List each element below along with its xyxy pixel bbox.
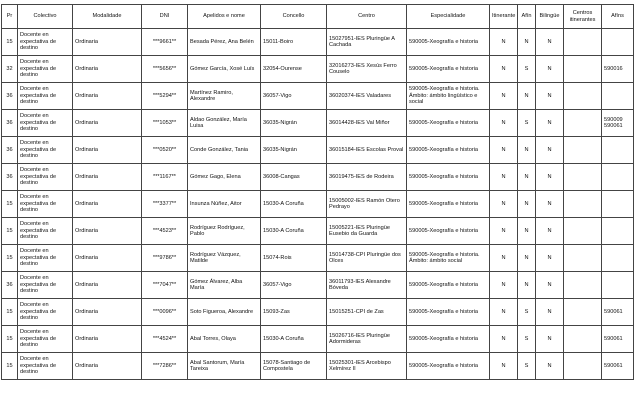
cell-afins <box>602 164 634 191</box>
cell-afins <box>602 218 634 245</box>
table-row <box>2 191 634 218</box>
cell-afin: S <box>518 299 536 326</box>
cell-concello: 36057-Vigo <box>261 83 327 110</box>
cell-itinerante: N <box>490 299 518 326</box>
cell-centros-itinerantes <box>564 218 602 245</box>
cell-centros-itinerantes <box>564 272 602 299</box>
cell-concello: 15030-A Coruña <box>261 191 327 218</box>
column-header: Apelidos e nome <box>188 5 261 29</box>
cell-pr: 32 <box>2 56 18 83</box>
cell-nome: Abal Santorum, María Tareixa <box>188 353 261 380</box>
cell-itinerante: N <box>490 272 518 299</box>
cell-afins: 590061 <box>602 353 634 380</box>
cell-bilingue: N <box>536 29 564 56</box>
cell-nome: Gómez Álvarez, Alba María <box>188 272 261 299</box>
cell-itinerante: N <box>490 245 518 272</box>
cell-especialidade: 590005-Xeografía e historia <box>407 353 490 380</box>
table-row <box>2 110 634 137</box>
cell-centro: 15005002-IES Ramón Otero Pedrayo <box>327 191 407 218</box>
cell-afin: N <box>518 245 536 272</box>
table-row <box>2 353 634 380</box>
cell-colectivo: Docente en expectativa de destino <box>18 29 73 56</box>
cell-afins <box>602 137 634 164</box>
cell-pr: 15 <box>2 245 18 272</box>
cell-pr: 15 <box>2 299 18 326</box>
cell-especialidade: 590005-Xeografía e historia <box>407 299 490 326</box>
table-row <box>2 245 634 272</box>
cell-concello: 15078-Santiago de Compostela <box>261 353 327 380</box>
cell-modalidade: Ordinaria <box>73 326 142 353</box>
table-row <box>2 272 634 299</box>
cell-centro: 15014738-CPI Pluringüe dos Olces <box>327 245 407 272</box>
cell-concello: 15011-Boiro <box>261 29 327 56</box>
cell-concello: 15093-Zas <box>261 299 327 326</box>
cell-nome: Besada Pérez, Ana Belén <box>188 29 261 56</box>
cell-modalidade: Ordinaria <box>73 56 142 83</box>
cell-modalidade: Ordinaria <box>73 83 142 110</box>
cell-colectivo: Docente en expectativa de destino <box>18 299 73 326</box>
cell-nome: Insunza Núñez, Aitor <box>188 191 261 218</box>
cell-nome: Gómez García, Xosé Luís <box>188 56 261 83</box>
cell-bilingue: N <box>536 353 564 380</box>
cell-itinerante: N <box>490 218 518 245</box>
cell-dni: ***7286** <box>142 353 188 380</box>
assignments-table <box>1 4 634 380</box>
cell-modalidade: Ordinaria <box>73 29 142 56</box>
cell-concello: 32054-Ourense <box>261 56 327 83</box>
cell-centro: 15027951-IES Pluringüe A Cachada <box>327 29 407 56</box>
cell-nome: Martínez Ramiro, Alexandre <box>188 83 261 110</box>
column-header: Bilingüe <box>536 5 564 29</box>
cell-pr: 15 <box>2 29 18 56</box>
cell-dni: ***4524** <box>142 326 188 353</box>
cell-centro: 15015251-CPI de Zas <box>327 299 407 326</box>
cell-especialidade: 590005-Xeografía e historia <box>407 137 490 164</box>
cell-concello: 36057-Vigo <box>261 272 327 299</box>
cell-concello: 36035-Nigrán <box>261 137 327 164</box>
table-row <box>2 56 634 83</box>
cell-colectivo: Docente en expectativa de destino <box>18 83 73 110</box>
cell-concello: 36035-Nigrán <box>261 110 327 137</box>
cell-centro: 36014428-IES Val Miñor <box>327 110 407 137</box>
cell-centros-itinerantes <box>564 110 602 137</box>
cell-itinerante: N <box>490 191 518 218</box>
column-header: Afín <box>518 5 536 29</box>
column-header: Centros itinerantes <box>564 5 602 29</box>
cell-afin: N <box>518 191 536 218</box>
cell-colectivo: Docente en expectativa de destino <box>18 137 73 164</box>
cell-centros-itinerantes <box>564 245 602 272</box>
cell-afins <box>602 191 634 218</box>
cell-dni: ***5294** <box>142 83 188 110</box>
cell-especialidade: 590005-Xeografía e historia. Ámbito: ámbito social <box>407 245 490 272</box>
column-header: Centro <box>327 5 407 29</box>
cell-afin: S <box>518 110 536 137</box>
cell-concello: 15074-Rois <box>261 245 327 272</box>
cell-bilingue: N <box>536 272 564 299</box>
cell-bilingue: N <box>536 56 564 83</box>
cell-especialidade: 590005-Xeografía e historia <box>407 191 490 218</box>
cell-bilingue: N <box>536 245 564 272</box>
cell-concello: 15030-A Coruña <box>261 218 327 245</box>
cell-bilingue: N <box>536 218 564 245</box>
cell-afins: 590061 <box>602 299 634 326</box>
cell-afin: N <box>518 29 536 56</box>
cell-pr: 15 <box>2 353 18 380</box>
cell-nome: Rodríguez Vázquez, Matilde <box>188 245 261 272</box>
document-page <box>1 4 634 380</box>
cell-centro: 36019475-IES de Rodeira <box>327 164 407 191</box>
cell-centros-itinerantes <box>564 137 602 164</box>
cell-especialidade: 590005-Xeografía e historia. Ámbito: ámbito lingüístico e social <box>407 83 490 110</box>
table-header-row <box>2 5 634 29</box>
cell-pr: 36 <box>2 110 18 137</box>
cell-especialidade: 590005-Xeografía e historia <box>407 56 490 83</box>
cell-especialidade: 590005-Xeografía e historia <box>407 29 490 56</box>
cell-dni: ***0520** <box>142 137 188 164</box>
cell-colectivo: Docente en expectativa de destino <box>18 191 73 218</box>
column-header: Pr <box>2 5 18 29</box>
cell-centros-itinerantes <box>564 326 602 353</box>
cell-pr: 36 <box>2 272 18 299</box>
cell-bilingue: N <box>536 191 564 218</box>
cell-afins: 590009 590061 <box>602 110 634 137</box>
table-row <box>2 83 634 110</box>
cell-pr: 15 <box>2 218 18 245</box>
column-header: DNI <box>142 5 188 29</box>
cell-afins <box>602 272 634 299</box>
cell-afins: 590061 <box>602 326 634 353</box>
cell-concello: 36008-Cangas <box>261 164 327 191</box>
cell-dni: ***3377** <box>142 191 188 218</box>
cell-colectivo: Docente en expectativa de destino <box>18 164 73 191</box>
cell-modalidade: Ordinaria <box>73 353 142 380</box>
cell-dni: ***0096** <box>142 299 188 326</box>
cell-colectivo: Docente en expectativa de destino <box>18 218 73 245</box>
cell-afins <box>602 245 634 272</box>
column-header: Especialidade <box>407 5 490 29</box>
cell-bilingue: N <box>536 137 564 164</box>
cell-afin: S <box>518 353 536 380</box>
cell-dni: ***4523** <box>142 218 188 245</box>
cell-pr: 15 <box>2 191 18 218</box>
cell-centro: 15026716-IES Pluringüe Adormideras <box>327 326 407 353</box>
cell-nome: Abal Torres, Olaya <box>188 326 261 353</box>
cell-afin: N <box>518 218 536 245</box>
cell-modalidade: Ordinaria <box>73 299 142 326</box>
column-header: Modalidade <box>73 5 142 29</box>
cell-colectivo: Docente en expectativa de destino <box>18 272 73 299</box>
cell-itinerante: N <box>490 56 518 83</box>
cell-centros-itinerantes <box>564 56 602 83</box>
cell-bilingue: N <box>536 299 564 326</box>
cell-colectivo: Docente en expectativa de destino <box>18 110 73 137</box>
cell-colectivo: Docente en expectativa de destino <box>18 56 73 83</box>
cell-colectivo: Docente en expectativa de destino <box>18 245 73 272</box>
cell-afin: N <box>518 137 536 164</box>
cell-nome: Gómez Gago, Elena <box>188 164 261 191</box>
cell-modalidade: Ordinaria <box>73 272 142 299</box>
cell-afin: S <box>518 56 536 83</box>
cell-modalidade: Ordinaria <box>73 191 142 218</box>
cell-dni: ***1167** <box>142 164 188 191</box>
cell-itinerante: N <box>490 110 518 137</box>
table-row <box>2 164 634 191</box>
cell-pr: 36 <box>2 137 18 164</box>
cell-dni: ***9661** <box>142 29 188 56</box>
cell-bilingue: N <box>536 110 564 137</box>
cell-centro: 36020374-IES Valadares <box>327 83 407 110</box>
cell-bilingue: N <box>536 326 564 353</box>
cell-centros-itinerantes <box>564 83 602 110</box>
cell-centro: 36015184-IES Escolas Proval <box>327 137 407 164</box>
table-row <box>2 29 634 56</box>
cell-especialidade: 590005-Xeografía e historia <box>407 110 490 137</box>
cell-pr: 36 <box>2 164 18 191</box>
cell-centros-itinerantes <box>564 191 602 218</box>
cell-afins <box>602 29 634 56</box>
cell-concello: 15030-A Coruña <box>261 326 327 353</box>
cell-centro: 15005221-IES Pluringüe Eusebio da Guarda <box>327 218 407 245</box>
cell-itinerante: N <box>490 326 518 353</box>
table-row <box>2 218 634 245</box>
cell-centro: 32016273-IES Xesús Ferro Couselo <box>327 56 407 83</box>
cell-afin: N <box>518 164 536 191</box>
cell-pr: 36 <box>2 83 18 110</box>
cell-centros-itinerantes <box>564 29 602 56</box>
cell-especialidade: 590005-Xeografía e historia <box>407 326 490 353</box>
cell-afins <box>602 83 634 110</box>
cell-afin: S <box>518 326 536 353</box>
cell-itinerante: N <box>490 137 518 164</box>
cell-bilingue: N <box>536 164 564 191</box>
cell-dni: ***5656** <box>142 56 188 83</box>
cell-centro: 36011793-IES Alexandre Bóveda <box>327 272 407 299</box>
cell-modalidade: Ordinaria <box>73 137 142 164</box>
cell-afins: 590016 <box>602 56 634 83</box>
cell-bilingue: N <box>536 83 564 110</box>
cell-modalidade: Ordinaria <box>73 245 142 272</box>
cell-itinerante: N <box>490 164 518 191</box>
cell-dni: ***7047** <box>142 272 188 299</box>
cell-especialidade: 590005-Xeografía e historia <box>407 218 490 245</box>
cell-centro: 15025301-IES Arcebispo Xelmírez II <box>327 353 407 380</box>
cell-pr: 15 <box>2 326 18 353</box>
cell-especialidade: 590005-Xeografía e historia <box>407 272 490 299</box>
cell-colectivo: Docente en expectativa de destino <box>18 353 73 380</box>
cell-centros-itinerantes <box>564 353 602 380</box>
cell-modalidade: Ordinaria <box>73 218 142 245</box>
cell-itinerante: N <box>490 29 518 56</box>
cell-nome: Aldao González, María Luisa <box>188 110 261 137</box>
cell-modalidade: Ordinaria <box>73 164 142 191</box>
cell-nome: Rodríguez Rodríguez, Pablo <box>188 218 261 245</box>
cell-itinerante: N <box>490 353 518 380</box>
cell-centros-itinerantes <box>564 164 602 191</box>
cell-dni: ***1053** <box>142 110 188 137</box>
column-header: Colectivo <box>18 5 73 29</box>
table-row <box>2 299 634 326</box>
cell-centros-itinerantes <box>564 299 602 326</box>
cell-especialidade: 590005-Xeografía e historia <box>407 164 490 191</box>
cell-nome: Conde González, Tania <box>188 137 261 164</box>
table-row <box>2 326 634 353</box>
cell-itinerante: N <box>490 83 518 110</box>
cell-nome: Soto Figueroa, Alexandre <box>188 299 261 326</box>
table-row <box>2 137 634 164</box>
column-header: Concello <box>261 5 327 29</box>
column-header: Afíns <box>602 5 634 29</box>
cell-afin: N <box>518 272 536 299</box>
column-header: Itinerante <box>490 5 518 29</box>
cell-afin: N <box>518 83 536 110</box>
cell-dni: ***9786** <box>142 245 188 272</box>
cell-modalidade: Ordinaria <box>73 110 142 137</box>
cell-colectivo: Docente en expectativa de destino <box>18 326 73 353</box>
